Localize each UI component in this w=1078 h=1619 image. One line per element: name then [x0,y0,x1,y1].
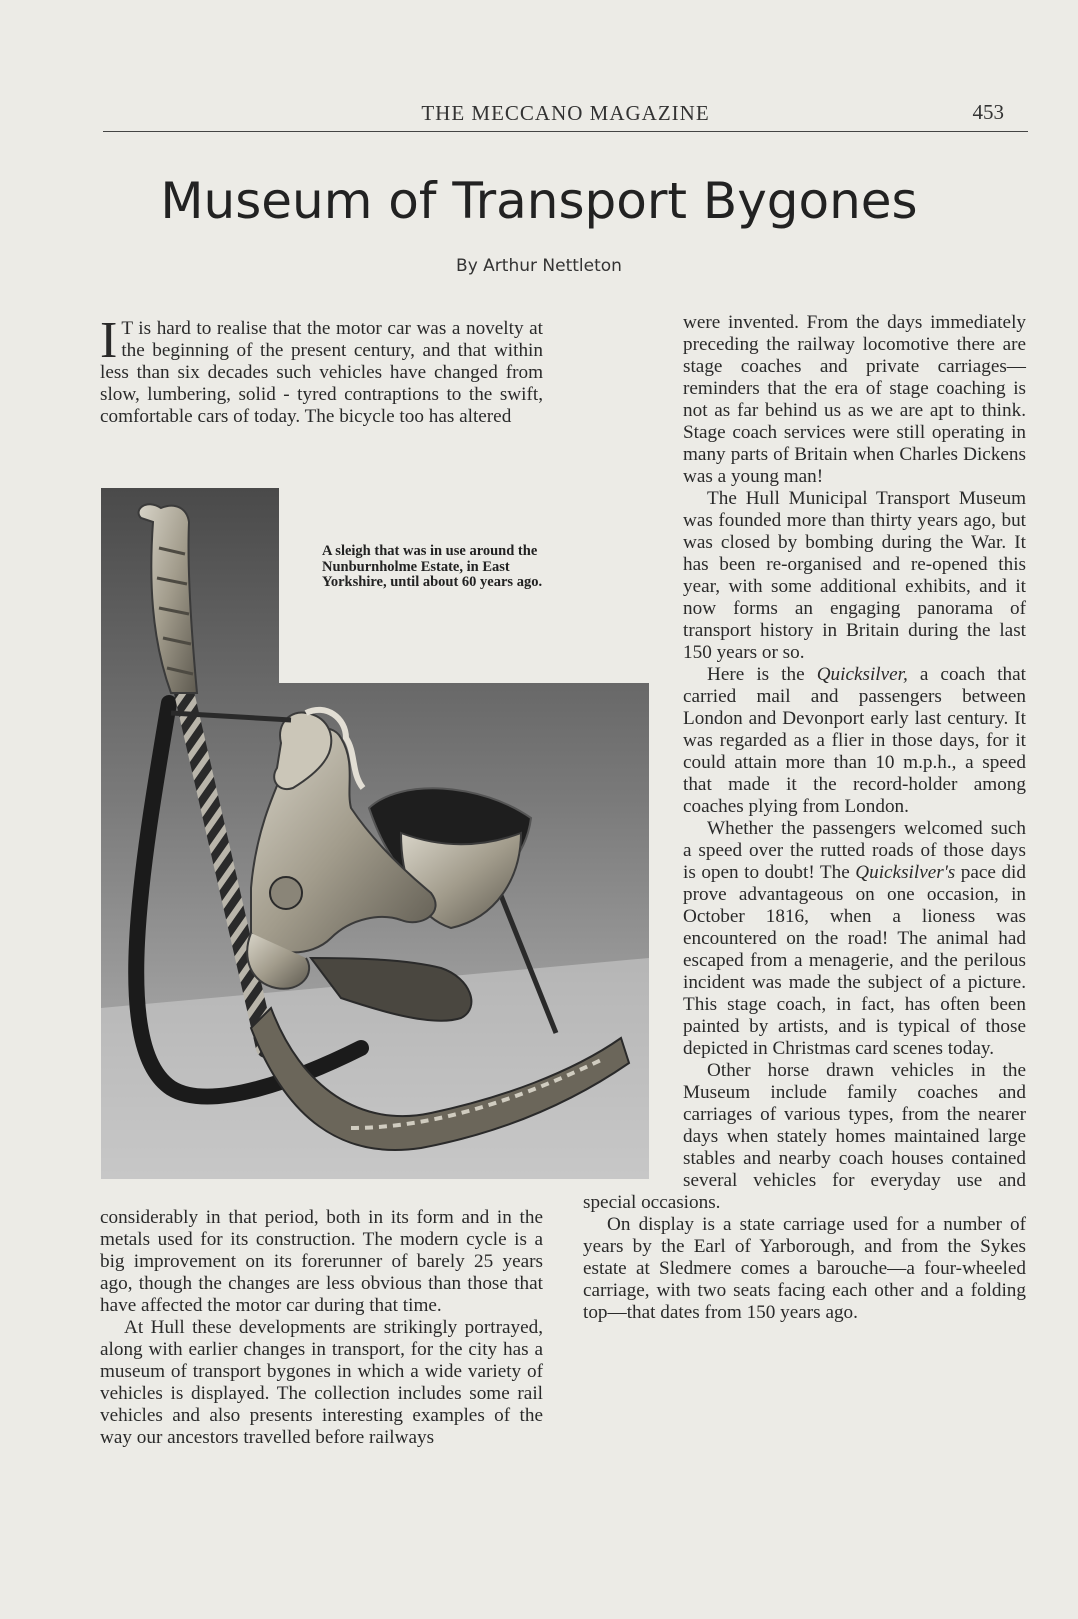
paragraph: Here is the Quicksilver, a coach that carried mail and passengers between London and Devonport early last century. It was regarded as a flier in those days, for it could attain more than 10 m.p.h., a speed that made it the record-holder among coaches plying from London. [683,664,1026,817]
paragraph: considerably in that period, both in its form and in the metals used for its construction. The modern cycle is a big improvement on its forerunner of barely 25 years ago, though the changes are less obvious than those that have affected the motor car during that time. [100,1207,543,1316]
article-title: Museum of Transport Bygones [160,172,918,230]
running-header [103,97,1028,132]
right-column [583,312,1026,1324]
paragraph: Other horse drawn vehicles in the Museum include family coaches and carriages of various types, from the nearer days when stately homes maintained large stables and nearby coach houses contained several vehicles for everyday use and special occasions. [583,1060,1026,1213]
paragraph: At Hull these developments are strikingly portrayed, along with earlier changes in transport, for the city has a museum of transport bygones in which a wide variety of vehicles is displayed. The collection includes some rail vehicles and also presents interesting examples of the way our ancestors travelled before railways [100,1317,543,1448]
sleigh-photo [101,488,649,1179]
left-column-top [100,312,543,428]
paragraph: The Hull Municipal Transport Museum was founded more than thirty years ago, but was closed by bombing during the War. It has been re-organised and re-opened this year, with some additional exhibits, and it now forms an engaging panorama of transport history in Britain during the last 150 years or so. [683,488,1026,663]
paragraph: were invented. From the days immediately preceding the railway locomotive there are stage coaches and private carriages— reminders that the era of stage coaching is not as far behind us as we are apt to think. Stage coach services were still operating in many parts of Britain when Charles Dickens was a young man! [683,312,1026,487]
article-byline: By Arthur Nettleton [456,256,622,276]
magazine-name: THE MECCANO MAGAZINE [421,101,710,125]
page-number: 453 [972,100,1004,124]
photo-caption: A sleigh that was in use around the Nunburnholme Estate, in East Yorkshire, until about 60 years ago. [322,543,543,590]
paragraph: On display is a state carriage used for a number of years by the Earl of Yarborough, and from the Sykes estate at Sledmere comes a barouche—a four-wheeled carriage, with two seats facing each other and a folding top—that dates from 150 years ago. [583,1214,1026,1323]
left-column-bottom [100,1207,543,1449]
intro-paragraph: I T is hard to realise that the motor car was a novelty at the beginning of the present century, and that within less than six decades such vehicles have changed from slow, lumbering, solid - tyred contraptions to the swift, comfortable cars of today. The bicycle too has altered [100,312,543,427]
drop-cap: I [100,312,118,369]
paragraph: Whether the passengers welcomed such a speed over the rutted roads of those days is open to doubt! The Quicksilver's pace did prove advantageous on one occasion, in October 1816, when a lioness was encountered on the road! The animal had escaped from a menagerie, and the perilous incident was made the subject of a picture. This stage coach, in fact, has often been painted by artists, and is typical of those depicted in Christmas card scenes today. [683,818,1026,1059]
